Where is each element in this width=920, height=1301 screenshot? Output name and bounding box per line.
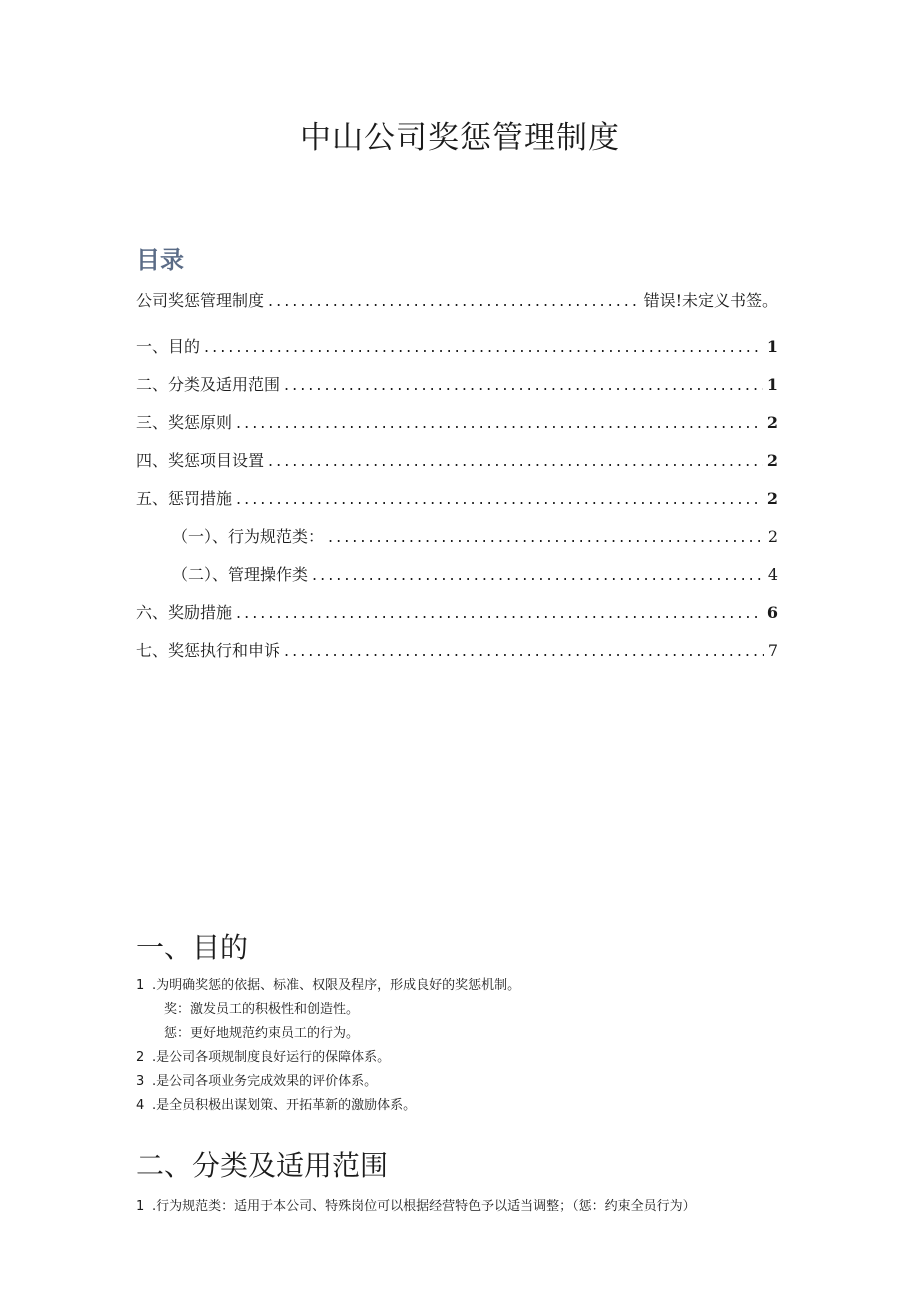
- item-text: 奖：激发员工的积极性和创造性。: [164, 1002, 360, 1017]
- item-number: 2: [136, 1050, 145, 1065]
- toc-leader-dots: [312, 565, 764, 584]
- toc-entry[interactable]: [136, 600, 778, 638]
- toc-entry[interactable]: [136, 372, 778, 410]
- toc-entry-page: 1: [766, 375, 778, 394]
- item-text: .为明确奖惩的依据、标准、权限及程序，形成良好的奖惩机制。: [152, 978, 521, 993]
- toc-entry-page: 1: [766, 337, 778, 356]
- section-body-scope: [136, 1195, 786, 1219]
- section-heading-purpose: 一、目的: [136, 931, 249, 964]
- toc-entry-label: 四、奖惩项目设置: [136, 451, 265, 470]
- toc-entry-page: 2: [766, 413, 778, 432]
- item-text: .行为规范类：适用于本公司、特殊岗位可以根据经营特色予以适当调整；（惩：约束全员行为）: [152, 1199, 696, 1214]
- item-number: 4: [136, 1098, 145, 1113]
- item-number: 1: [136, 978, 145, 993]
- list-item: [136, 1070, 786, 1094]
- list-item: [136, 1195, 786, 1219]
- toc-entry[interactable]: [136, 448, 778, 486]
- list-item: [136, 998, 786, 1022]
- toc-subentry[interactable]: [136, 562, 778, 600]
- toc-entry[interactable]: [136, 334, 778, 372]
- toc-entry-label: 七、奖惩执行和申诉: [136, 641, 281, 660]
- item-number: 1: [136, 1199, 145, 1214]
- item-text: .是全员积极出谋划策、开拓革新的激励体系。: [152, 1098, 417, 1113]
- toc-entry-label: 六、奖励措施: [136, 603, 233, 622]
- toc-entry-page: 2: [767, 527, 778, 546]
- toc-leader-dots: [284, 641, 764, 660]
- toc-entry-label: 公司奖惩管理制度: [136, 291, 265, 310]
- item-text: .是公司各项规制度良好运行的保障体系。: [152, 1050, 391, 1065]
- item-text: 惩：更好地规范约束员工的行为。: [164, 1026, 360, 1041]
- toc-leader-dots: [328, 527, 764, 546]
- toc-entry-label: 五、惩罚措施: [136, 489, 233, 508]
- toc-leader-dots: [236, 413, 763, 432]
- toc-leader-dots: [204, 337, 763, 356]
- toc-entry-page: 错误!未定义书签。: [643, 291, 778, 310]
- toc-leader-dots: [236, 489, 763, 508]
- table-of-contents: [136, 288, 778, 676]
- toc-entry[interactable]: [136, 288, 778, 334]
- toc-entry[interactable]: [136, 638, 778, 676]
- toc-entry-label: （一）、行为规范类：: [172, 527, 325, 546]
- toc-entry-page: 4: [767, 565, 778, 584]
- toc-leader-dots: [236, 603, 763, 622]
- toc-entry-label: 一、目的: [136, 337, 201, 356]
- list-item: [136, 1046, 786, 1070]
- toc-entry-page: 6: [766, 603, 778, 622]
- toc-subentry[interactable]: [136, 524, 778, 562]
- toc-leader-dots: [268, 451, 763, 470]
- list-item: [136, 1094, 786, 1118]
- section-heading-scope: 二、分类及适用范围: [136, 1149, 389, 1182]
- toc-entry-page: 2: [766, 451, 778, 470]
- list-item: [136, 1022, 786, 1046]
- toc-entry-page: 7: [767, 641, 778, 660]
- toc-entry-page: 2: [766, 489, 778, 508]
- toc-leader-dots: [268, 291, 640, 310]
- list-item: [136, 974, 786, 998]
- item-number: 3: [136, 1074, 145, 1089]
- toc-heading: 目录: [136, 246, 184, 274]
- item-text: .是公司各项业务完成效果的评价体系。: [152, 1074, 378, 1089]
- section-body-purpose: [136, 974, 786, 1118]
- document-title: 中山公司奖惩管理制度: [300, 120, 620, 156]
- toc-entry-label: 三、奖惩原则: [136, 413, 233, 432]
- toc-entry-label: 二、分类及适用范围: [136, 375, 281, 394]
- toc-entry[interactable]: [136, 486, 778, 524]
- toc-entry[interactable]: [136, 410, 778, 448]
- toc-entry-label: （二）、管理操作类: [172, 565, 309, 584]
- toc-leader-dots: [284, 375, 763, 394]
